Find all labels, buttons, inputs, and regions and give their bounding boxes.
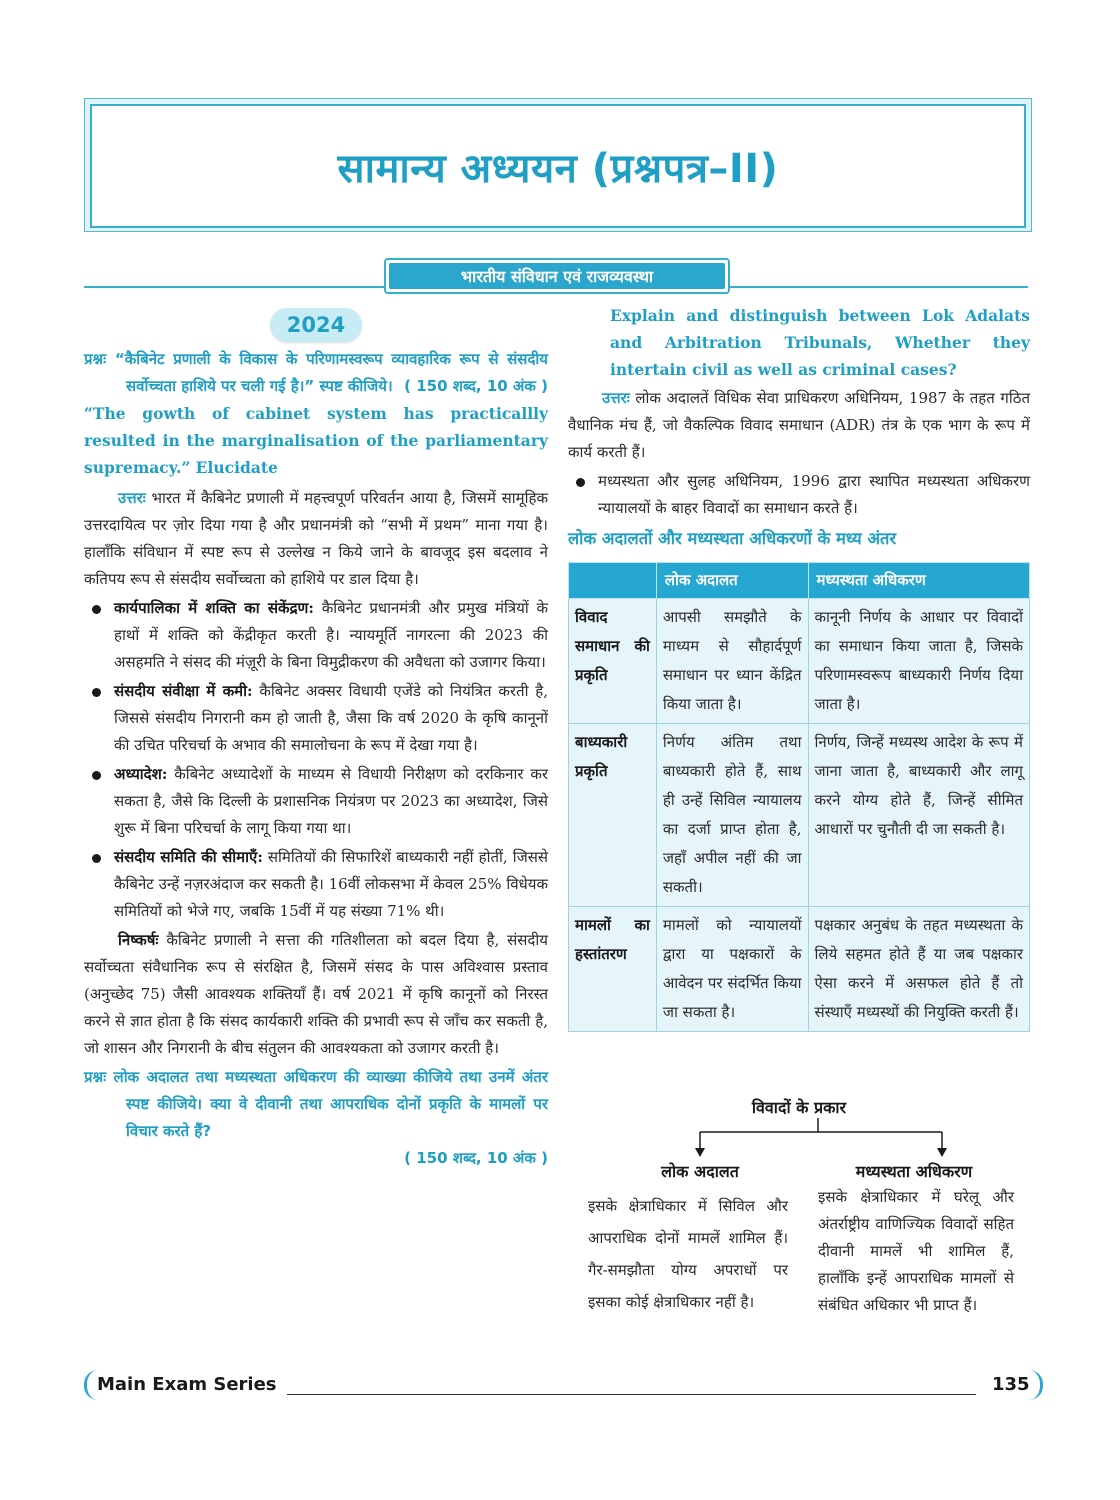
question-marks: ( 150 शब्द, 10 अंक ) <box>404 1149 548 1167</box>
point-title: कार्यपालिका में शक्ति का संकेंद्रण: <box>114 599 314 617</box>
table-cell: निर्णय अंतिम तथा बाध्यकारी होते हैं, साथ ही उन्हें सिविल न्यायालय का दर्जा प्राप्त होता है, जहाँ अपील नहीं की जा सकती। <box>656 724 808 907</box>
point-text: कैबिनेट प्रधानमंत्री और प्रमुख मंत्रियों के हाथों में शक्ति को केंद्रीकृत करती है। न्यायमूर्ति नागरत्ना की 2023 की असहमति ने संसद की मंज़ूरी के बिना विमुद्रीकरण की अवैधता को उजागर किया। <box>114 599 548 671</box>
conclusion-text: कैबिनेट प्रणाली ने सत्ता की गतिशीलता को बदल दिया है, संसदीय सर्वोच्चता संवैधानिक रूप से संरक्षित है, जिसमें संसद के पास अविश्वास प्रस्ताव (अनुच्छेद 75) जैसी आवश्यक शक्तियाँ हैं। वर्ष 2021 में कृषि कानूनों को निरस्त करने से ज्ञात होता है कि संसद कार्यकारी शक्ति की प्रभावी रूप से जाँच कर सकती है, जो शासन और निगरानी के बीच संतुलन की आवश्यकता को उजागर करती है। <box>84 931 548 1057</box>
list-item <box>114 678 548 759</box>
question-prefix: प्रश्नः <box>84 350 107 368</box>
answer-points <box>84 595 548 925</box>
answer-label: उत्तरः <box>602 389 630 407</box>
question-english: “The gowth of cabinet system has practicallly resulted in the marginalisation of the parliamentary supremacy.” Elucidate <box>84 404 548 477</box>
table-row-header: मामलों का हस्तांतरण <box>569 907 657 1032</box>
table-cell: पक्षकार अनुबंध के तहत मध्यस्थता के लिये सहमत होते हैं या जब पक्षकार ऐसा करने में असफल होते हैं तो संस्थाएँ मध्यस्थों की नियुक्ति करती हैं। <box>808 907 1029 1032</box>
point-text: कैबिनेट अक्सर विधायी एजेंडे को नियंत्रित करती है, जिससे संसदीय निगरानी कम हो जाती है, जैसा कि वर्ष 2020 के कृषि कानूनों की उचित परिचर्चा के अभाव की समालोचना के रूप में देखा गया है। <box>114 682 548 754</box>
answer-intro <box>84 485 548 593</box>
table-cell: निर्णय, जिन्हें मध्यस्थ आदेश के रूप में जाना जाता है, बाध्यकारी और लागू करने योग्य होते हैं, जिन्हें सीमित आधारों पर चुनौती दी जा सकती है। <box>808 724 1029 907</box>
table-row-header: बाध्यकारी प्रकृति <box>569 724 657 907</box>
year-badge: 2024 <box>270 308 362 342</box>
point-text: समितियों की सिफारिशें बाध्यकारी नहीं होतीं, जिससे कैबिनेट उन्हें नज़रअंदाज कर सकती है। 16वीं लोकसभा में केवल 25% विधेयक समितियों को भेजे गए, जबकि 15वीं में यह संख्या 71% थी। <box>114 848 548 920</box>
dispute-types-diagram <box>568 1090 1030 1360</box>
footer-series-label: Main Exam Series <box>84 1370 287 1400</box>
question-prefix: प्रश्नः <box>84 1068 107 1086</box>
table-header: मध्यस्थता अधिकरण <box>808 563 1029 599</box>
diagram-left-text: इसके क्षेत्राधिकार में सिविल और आपराधिक दोनों मामलें शामिल हैं। गैर-समझौता योग्य अपराधों पर इसका कोई क्षेत्राधिकार नहीं है। <box>588 1197 788 1311</box>
title-banner <box>90 104 1026 228</box>
point-title: अध्यादेश: <box>114 765 168 783</box>
diagram-right-heading: मध्यस्थता अधिकरण <box>855 1162 973 1181</box>
footer-rule <box>258 1394 976 1395</box>
answer-intro-text: लोक अदालतें विधिक सेवा प्राधिकरण अधिनियम, 1987 के तहत गठित वैधानिक मंच हैं, जो वैकल्पिक विवाद समाधान (ADR) तंत्र के एक भाग के रूप में कार्य करती हैं। <box>568 389 1030 461</box>
answer-points <box>568 468 1030 522</box>
table-row-header: विवाद समाधान की प्रकृति <box>569 599 657 724</box>
left-column <box>84 346 548 1172</box>
diagram-left-heading: लोक अदालत <box>661 1162 739 1181</box>
question-2 <box>84 1064 548 1145</box>
question-marks: ( 150 शब्द, 10 अंक ) <box>404 377 548 395</box>
list-item: मध्यस्थता और सुलह अधिनियम, 1996 द्वारा स्थापित मध्यस्थता अधिकरण न्यायालयों के बाहर विवादों का समाधान करते हैं। <box>598 468 1030 522</box>
comparison-table <box>568 562 1030 1032</box>
right-column <box>568 302 1030 552</box>
table-row <box>569 724 1030 907</box>
list-item <box>114 761 548 842</box>
subject-label: भारतीय संविधान एवं राजव्यवस्था <box>389 263 725 289</box>
conclusion-label: निष्कर्षः <box>118 931 159 949</box>
point-title: संसदीय संवीक्षा में कमी: <box>114 682 253 700</box>
answer-label: उत्तरः <box>118 489 146 507</box>
diagram-right-text: इसके क्षेत्राधिकार में घरेलू और अंतर्राष्ट्रीय वाणिज्यिक विवादों सहित दीवानी मामलें भी शामिल हैं, हालाँकि इन्हें आपराधिक मामलों से संबंधित अधिकार भी प्राप्त हैं। <box>818 1188 1014 1314</box>
table-row <box>569 599 1030 724</box>
question-text: लोक अदालत तथा मध्यस्थता अधिकरण की व्याख्या कीजिये तथा उनमें अंतर स्पष्ट कीजिये। क्या वे दीवानी तथा आपराधिक दोनों प्रकृति के मामलों पर विचार करते हैं? <box>113 1068 548 1140</box>
table-header-row <box>569 563 1030 599</box>
diagram-title: विवादों के प्रकार <box>751 1098 847 1117</box>
point-title: संसदीय समिति की सीमाएँ: <box>114 848 263 866</box>
page-title: सामान्य अध्ययन (प्रश्नपत्र–II) <box>337 145 779 192</box>
question-english: Explain and distinguish between Lok Adalats and Arbitration Tribunals, Whether they intertain civil as well as criminal cases? <box>610 306 1030 379</box>
answer-intro-text: भारत में कैबिनेट प्रणाली में महत्त्वपूर्ण परिवर्तन आया है, जिसमें सामूहिक उत्तरदायित्व पर ज़ोर दिया गया है और प्रधानमंत्री को “सभी में प्रथम” माना गया है। हालाँकि संविधान में स्पष्ट रूप से उल्लेख न किये जाने के बावजूद इस बदलाव ने कतिपय रूप से संसदीय सर्वोच्चता को हाशिये पर डाल दिया है। <box>84 489 548 588</box>
answer-intro <box>568 385 1030 466</box>
table-header: लोक अदालत <box>656 563 808 599</box>
point-text: कैबिनेट अध्यादेशों के माध्यम से विधायी निरीक्षण को दरकिनार कर सकता है, जैसे कि दिल्ली के प्रशासनिक नियंत्रण पर 2023 का अध्यादेश, जिसे शुरू में बिना परिचर्चा के लागू किया गया था। <box>114 765 548 837</box>
question-text: “कैबिनेट प्रणाली के विकास के परिणामस्वरूप व्यावहारिक रूप से संसदीय सर्वोच्चता हाशिये पर चली गई है।” स्पष्ट कीजिये। <box>114 350 548 395</box>
section-heading: लोक अदालतों और मध्यस्थता अधिकरणों के मध्य अंतर <box>568 529 897 548</box>
table-cell: आपसी समझौते के माध्यम से सौहार्दपूर्ण समाधान पर ध्यान केंद्रित किया जाता है। <box>656 599 808 724</box>
subject-ribbon <box>384 258 730 294</box>
page-number: 135 <box>982 1370 1043 1400</box>
list-item <box>114 595 548 676</box>
table-cell: मामलों को न्यायालयों द्वारा या पक्षकारों के आवेदन पर संदर्भित किया जा सकता है। <box>656 907 808 1032</box>
table-row <box>569 907 1030 1032</box>
conclusion <box>84 927 548 1062</box>
table-header <box>569 563 657 599</box>
list-item <box>114 844 548 925</box>
table-cell: कानूनी निर्णय के आधार पर विवादों का समाधान किया जाता है, जिसके परिणामस्वरूप बाध्यकारी निर्णय दिया जाता है। <box>808 599 1029 724</box>
